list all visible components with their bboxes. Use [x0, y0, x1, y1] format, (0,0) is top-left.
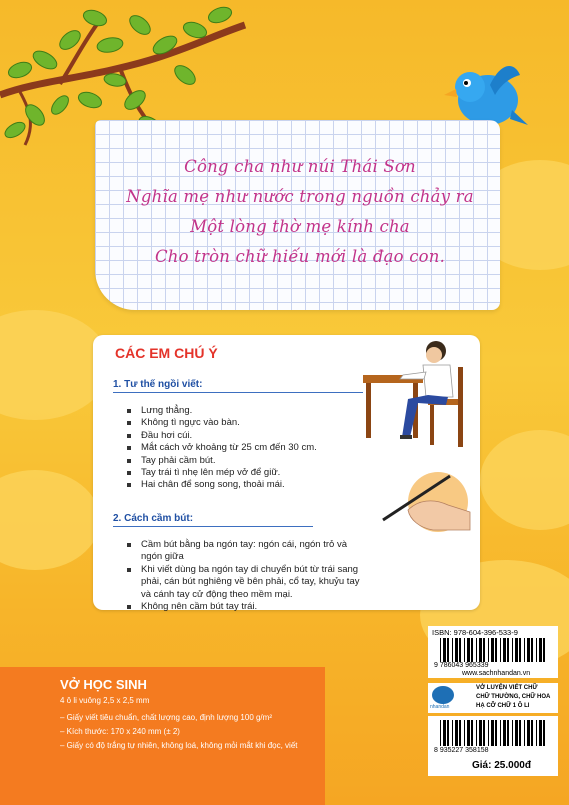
- series-line: HẠ CỠ CHỮ 1 Ô LI: [476, 703, 530, 709]
- product-spec: – Kích thước: 170 x 240 mm (± 2): [60, 727, 180, 736]
- barcode-bar: [471, 638, 473, 662]
- list-item: Không tì ngực vào bàn.: [127, 417, 317, 429]
- hand-holding-pen-illustration: [378, 470, 473, 535]
- barcode-bar: [459, 720, 461, 746]
- poem-line: Cho tròn chữ hiếu mới là đạo con.: [154, 247, 446, 266]
- list-item: Khi viết dùng ba ngón tay di chuyển bút từ trái sang phải, cán bút nghiêng về bên phải, cổ tay, khuỷu tay và cánh tay cử động theo mềm mại.: [127, 564, 367, 601]
- barcode-bar: [503, 720, 506, 746]
- barcode-bar: [459, 638, 461, 662]
- section-heading-posture: 1. Tư thế ngồi viết:: [113, 379, 203, 390]
- product-subtitle: 4 ô li vuông 2,5 x 2,5 mm: [60, 696, 150, 705]
- poem: [110, 152, 490, 272]
- barcode-bar: [483, 638, 485, 662]
- barcode-bar: [519, 720, 521, 746]
- barcode-bar: [495, 720, 497, 746]
- barcode-bar: [455, 638, 458, 662]
- pen-grip-list: [127, 539, 367, 613]
- list-item: Cầm bút bằng ba ngón tay: ngón cái, ngón trỏ và ngón giữa: [127, 539, 367, 564]
- barcode-bar: [467, 638, 470, 662]
- barcode-bar: [512, 720, 513, 746]
- publisher-box: [428, 683, 558, 713]
- barcode-bar: [471, 720, 473, 746]
- barcode-bar: [455, 720, 458, 746]
- barcode-bar: [440, 638, 441, 662]
- barcode-bar: [483, 720, 485, 746]
- product-title: VỞ HỌC SINH: [60, 677, 147, 692]
- barcode-bar: [479, 720, 482, 746]
- barcode-bar: [524, 720, 525, 746]
- barcode-bar: [507, 720, 509, 746]
- barcode-bar: [527, 638, 530, 662]
- barcode-bar: [524, 638, 525, 662]
- section-heading-pen-grip: 2. Cách cầm bút:: [113, 513, 194, 524]
- boy-writing-illustration: [358, 337, 473, 452]
- barcode-bar: [476, 638, 477, 662]
- barcode-bars: [440, 720, 550, 746]
- barcode-bar: [536, 638, 537, 662]
- barcode-bar: [479, 638, 482, 662]
- barcode-bar: [476, 720, 477, 746]
- product-spec: – Giấy viết tiêu chuẩn, chất lượng cao, định lượng 100 g/m²: [60, 713, 272, 722]
- barcode-bar: [440, 720, 441, 746]
- barcode-bar: [452, 638, 453, 662]
- barcode-bar: [507, 638, 509, 662]
- product-spec: – Giấy có độ trắng tự nhiên, không loá, không mỏi mắt khi đọc, viết: [60, 741, 298, 750]
- list-item: Lưng thẳng.: [127, 405, 317, 417]
- barcode-bar: [447, 638, 449, 662]
- barcode-bar: [443, 638, 446, 662]
- isbn-digits: 9 786043 965339: [434, 662, 489, 669]
- list-item: Tay phải cầm bút.: [127, 455, 317, 467]
- website: www.sachnhandan.vn: [462, 670, 531, 677]
- barcode-bar: [467, 720, 470, 746]
- poem-line: Một lòng thờ mẹ kính cha: [190, 217, 410, 236]
- notice-title: CÁC EM CHÚ Ý: [115, 345, 218, 361]
- barcode-bar: [503, 638, 506, 662]
- list-item: Hai chân để song song, thoải mái.: [127, 479, 317, 491]
- divider: [113, 526, 313, 527]
- barcode-bar: [443, 720, 446, 746]
- isbn-barcode: [428, 626, 558, 678]
- publisher-logo-icon: [432, 686, 454, 704]
- series-line: CHỮ THƯỜNG, CHỮ HOA: [476, 694, 551, 700]
- barcode-bar: [512, 638, 513, 662]
- product-info-panel: [0, 667, 325, 805]
- list-item: Không nên cầm bút tay trái.: [127, 601, 367, 613]
- cloud: [480, 430, 569, 530]
- barcode-bar: [539, 720, 542, 746]
- barcode-bar: [515, 720, 518, 746]
- isbn-number: ISBN: 978-604-396-533-9: [432, 628, 518, 637]
- cloud: [0, 470, 100, 570]
- list-item: Tay trái tì nhẹ lên mép vở để giữ.: [127, 467, 317, 479]
- notice-card: [93, 335, 480, 613]
- ean-barcode: [428, 716, 558, 776]
- barcode-bar: [447, 720, 449, 746]
- barcode-bar: [464, 720, 465, 746]
- barcode-bar: [543, 720, 545, 746]
- divider: [113, 392, 363, 393]
- publisher-name: nhandan: [430, 704, 450, 710]
- barcode-bar: [495, 638, 497, 662]
- barcode-bar: [452, 720, 453, 746]
- barcode-bar: [488, 720, 489, 746]
- barcode-bars: [440, 638, 550, 662]
- poem-line: Công cha như núi Thái Sơn: [184, 157, 416, 176]
- ean-digits: 8 935227 358158: [434, 747, 489, 754]
- posture-list: [127, 405, 317, 492]
- barcode-bar: [539, 638, 542, 662]
- barcode-bar: [500, 638, 501, 662]
- list-item: Đầu hơi cúi.: [127, 430, 317, 442]
- barcode-bar: [531, 638, 533, 662]
- barcode-bar: [491, 720, 494, 746]
- barcode-bar: [543, 638, 545, 662]
- barcode-bar: [515, 638, 518, 662]
- barcode-bar: [488, 638, 489, 662]
- barcode-bar: [536, 720, 537, 746]
- barcode-bar: [527, 720, 530, 746]
- barcode-bar: [500, 720, 501, 746]
- barcode-bar: [519, 638, 521, 662]
- barcode-bar: [464, 638, 465, 662]
- barcode-bar: [531, 720, 533, 746]
- barcode-bar: [491, 638, 494, 662]
- poem-line: Nghĩa mẹ như nước trong nguồn chảy ra: [126, 187, 474, 206]
- price: Giá: 25.000đ: [472, 760, 531, 771]
- list-item: Mắt cách vở khoảng từ 25 cm đến 30 cm.: [127, 442, 317, 454]
- series-line: VỞ LUYỆN VIẾT CHỮ: [476, 685, 538, 691]
